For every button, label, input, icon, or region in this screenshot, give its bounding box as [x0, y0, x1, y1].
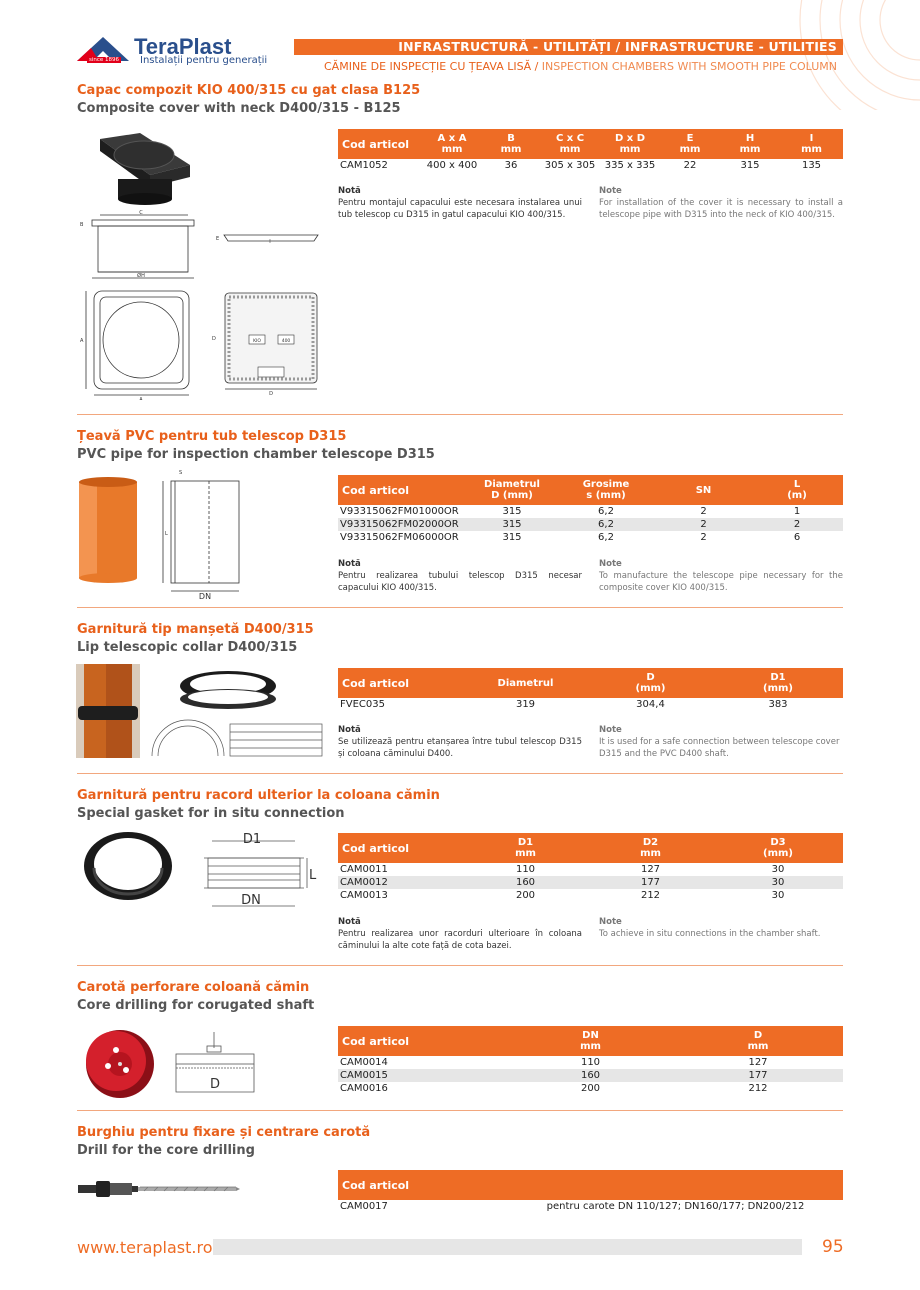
- table-cell: 30: [713, 876, 843, 889]
- col-header: SN: [656, 475, 751, 505]
- table-row: [338, 505, 843, 518]
- pvc-pipe-image: [79, 477, 137, 583]
- note-text: It is used for a safe connection between telescope cover D315 and the PVC D400 shaft.: [599, 737, 840, 759]
- section5-drawings: [84, 1028, 262, 1100]
- dim-a-vertical: A: [80, 338, 84, 344]
- collar-installed-image: [76, 664, 140, 758]
- section5-title: Carotă perforare coloană cămin: [77, 980, 310, 995]
- section2-note-ro: [338, 558, 582, 594]
- table-cell: 22: [683, 160, 697, 171]
- col-header: H mm: [720, 129, 780, 159]
- col-header-empty: [508, 1170, 843, 1200]
- section1-note-en: [599, 185, 843, 221]
- col-header: Cod articol: [338, 1170, 508, 1200]
- collar-drawing: [152, 720, 322, 756]
- footer-bar: [213, 1239, 802, 1255]
- section4-subtitle: Special gasket for in situ connection: [77, 806, 345, 821]
- table-cell: 6,2: [556, 518, 656, 531]
- table-cell: CAM0012: [338, 876, 463, 889]
- section4-note-en: [599, 916, 843, 940]
- section1-drawings: [78, 125, 323, 400]
- note-text: Pentru realizarea tubului telescop D315 necesar capacului KIO 400/315.: [338, 571, 582, 593]
- dim-d1: D1: [242, 832, 262, 847]
- note-text: Pentru realizarea unor racorduri ulterioare în coloana căminului la alte cote față de cota bazei.: [338, 929, 582, 951]
- table-cell: 177: [673, 1069, 843, 1082]
- cover-product-image: [100, 133, 190, 205]
- page-number: 95: [822, 1237, 844, 1257]
- table-row: [338, 1200, 843, 1213]
- col-header: D1 mm: [463, 833, 588, 863]
- brand-tagline: Instalații pentru generații: [140, 55, 268, 66]
- col-header: E mm: [660, 129, 720, 159]
- section2-drawings: [76, 467, 256, 602]
- table-cell: 110: [580, 1057, 601, 1068]
- section-divider: [77, 607, 843, 608]
- section3-drawings: [76, 664, 328, 762]
- table-cell: 212: [640, 890, 661, 901]
- table-header-row: [338, 668, 843, 698]
- lid-kio-label: KIO: [253, 339, 261, 344]
- drill-bit-image: [78, 1176, 240, 1204]
- col-header: Cod articol: [338, 668, 463, 698]
- table-cell: 200: [580, 1083, 601, 1094]
- section4-table: [338, 833, 843, 902]
- table-cell: 400 x 400: [426, 160, 478, 171]
- note-label: Note: [599, 917, 622, 927]
- section3-note-ro: [338, 724, 582, 760]
- dim-d-horizontal: D: [269, 391, 273, 397]
- note-text: To achieve in situ connections in the chamber shaft.: [599, 929, 821, 939]
- table-cell: CAM0017: [340, 1201, 388, 1212]
- note-label: Note: [599, 725, 622, 735]
- table-cell: 135: [801, 160, 822, 171]
- table-cell: 383: [768, 699, 788, 710]
- section2-table: [338, 475, 843, 544]
- section3-table: [338, 668, 843, 711]
- table-cell: pentru carote DN 110/127; DN160/177; DN200/212: [546, 1201, 805, 1212]
- note-label: Note: [599, 186, 622, 196]
- table-cell: CAM0011: [340, 864, 388, 875]
- note-label: Notă: [338, 725, 361, 735]
- section1-table: [338, 129, 843, 172]
- table-cell: 160: [463, 876, 588, 889]
- decorative-arcs: [700, 0, 920, 110]
- core-drill-image: [86, 1030, 154, 1098]
- table-row: [338, 863, 843, 876]
- table-cell: 315: [468, 518, 556, 531]
- section1-note-ro: [338, 185, 582, 221]
- table-cell: 2: [700, 506, 707, 517]
- table-cell: 6: [793, 532, 801, 543]
- lid-400-label: 400: [281, 339, 291, 344]
- col-header: D1 (mm): [713, 668, 843, 698]
- dim-d-vertical: D: [212, 336, 216, 342]
- col-header: Diametrul: [463, 668, 588, 698]
- table-cell: V93315062FM02000OR: [338, 518, 468, 531]
- pvc-pipe-drawing: [163, 481, 239, 591]
- note-text: To manufacture the telescope pipe necessary for the composite cover KIO 400/315.: [599, 571, 843, 593]
- table-cell: 36: [504, 160, 518, 171]
- table-cell: 2: [700, 532, 707, 543]
- col-header: Cod articol: [338, 833, 463, 863]
- section1-subtitle: Composite cover with neck D400/315 - B125: [77, 101, 401, 116]
- col-header: Cod articol: [338, 1026, 508, 1056]
- section6-title: Burghiu pentru fixare și centrare carotă: [77, 1125, 371, 1140]
- section1-title: Capac compozit KIO 400/315 cu gat clasa B125: [77, 83, 421, 98]
- table-header-row: [338, 475, 843, 505]
- section6-table: [338, 1170, 843, 1213]
- section4-note-ro: [338, 916, 582, 952]
- table-row: [338, 1069, 843, 1082]
- table-cell: CAM0016: [340, 1083, 388, 1094]
- section5-table: [338, 1026, 843, 1095]
- section3-subtitle: Lip telescopic collar D400/315: [77, 640, 298, 655]
- note-text: Pentru montajul capacului este necesara instalarea unui tub telescop cu D315 in gatul capacului KIO 400/315.: [338, 198, 582, 220]
- section-divider: [77, 414, 843, 415]
- table-cell: 1: [793, 506, 801, 517]
- note-text: Se utilizează pentru etanșarea între tubul telescop D315 și coloana căminului D400.: [338, 737, 582, 759]
- section2-title: Țeavă PVC pentru tub telescop D315: [77, 429, 347, 444]
- note-label: Note: [599, 559, 622, 569]
- col-header: D (mm): [588, 668, 713, 698]
- table-row: [338, 698, 843, 711]
- table-cell: 30: [771, 890, 785, 901]
- table-cell: V93315062FM06000OR: [340, 532, 459, 543]
- note-label: Notă: [338, 917, 361, 927]
- section6-subtitle: Drill for the core drilling: [77, 1143, 255, 1158]
- col-header: D mm: [673, 1026, 843, 1056]
- col-header: A x A mm: [422, 129, 482, 159]
- table-row: [338, 889, 843, 902]
- table-header-row: [338, 833, 843, 863]
- col-header: D3 (mm): [713, 833, 843, 863]
- dim-h: ØH: [137, 273, 145, 279]
- section2-subtitle: PVC pipe for inspection chamber telescope D315: [77, 447, 435, 462]
- table-row: [338, 1082, 843, 1095]
- dim-a-horizontal: A: [139, 397, 143, 400]
- brand-name: TeraPlast: [134, 34, 232, 59]
- section2-note-en: [599, 558, 843, 594]
- table-cell: 212: [748, 1083, 768, 1094]
- table-cell: CAM0013: [340, 890, 388, 901]
- table-row: [338, 159, 843, 172]
- dim-dn: DN: [198, 592, 212, 601]
- table-header-row: [338, 1026, 843, 1056]
- col-header: Diametrul D (mm): [468, 475, 556, 505]
- col-header: L (m): [751, 475, 843, 505]
- table-cell: 315: [502, 506, 522, 517]
- table-cell: CAM0015: [338, 1069, 508, 1082]
- table-cell: 2: [656, 518, 751, 531]
- table-row: [338, 1056, 843, 1069]
- section-divider: [77, 965, 843, 966]
- table-header-row: [338, 1170, 843, 1200]
- table-cell: V93315062FM01000OR: [340, 506, 459, 517]
- dim-c: C: [139, 210, 143, 216]
- section4-drawings: [80, 828, 320, 910]
- table-cell: 319: [515, 699, 536, 710]
- dim-l: L: [309, 868, 317, 883]
- section3-note-en: [599, 724, 843, 760]
- table-cell: 177: [588, 876, 713, 889]
- col-header: B mm: [482, 129, 540, 159]
- header-subtitle-en: INSPECTION CHAMBERS WITH SMOOTH PIPE COLUMN: [538, 60, 837, 73]
- dim-s: S: [179, 470, 183, 476]
- header-subtitle-ro: CĂMINE DE INSPECȚIE CU ȚEAVA LISĂ /: [324, 60, 539, 73]
- table-cell: 304,4: [636, 699, 665, 710]
- dim-i: I: [269, 239, 271, 245]
- table-cell: 30: [771, 864, 785, 875]
- collar-product-image: [180, 671, 276, 709]
- section5-subtitle: Core drilling for corugated shaft: [77, 998, 315, 1013]
- note-text: For installation of the cover it is necessary to install a telescope pipe with D315 into the neck of KIO 400/315.: [599, 198, 843, 220]
- col-header: D2 mm: [588, 833, 713, 863]
- dim-e: E: [216, 236, 220, 242]
- table-header-row: [338, 129, 843, 159]
- table-cell: 335 x 335: [604, 160, 656, 171]
- brand-logo: [77, 35, 129, 65]
- section4-title: Garnitură pentru racord ulterior la coloana cămin: [77, 788, 440, 803]
- table-cell: CAM0014: [340, 1057, 388, 1068]
- table-cell: 315: [502, 532, 522, 543]
- table-cell: 127: [748, 1057, 768, 1068]
- section3-title: Garnitură tip manșetă D400/315: [77, 622, 314, 637]
- col-header: Cod articol: [338, 129, 422, 159]
- col-header: DN mm: [508, 1026, 673, 1056]
- table-cell: 2: [751, 518, 843, 531]
- table-cell: CAM1052: [340, 160, 388, 171]
- header-banner: INFRASTRUCTURĂ - UTILITĂȚI / INFRASTRUCTURE - UTILITIES: [294, 39, 843, 55]
- table-row: [338, 518, 843, 531]
- dim-l: L: [165, 531, 168, 537]
- dim-b: B: [80, 222, 84, 228]
- table-cell: 6,2: [598, 506, 614, 517]
- col-header: Grosime s (mm): [556, 475, 656, 505]
- cover-lid-pattern: [216, 293, 317, 389]
- cover-profile-drawing: [224, 235, 318, 241]
- cover-side-drawing: [92, 215, 194, 278]
- footer-url[interactable]: www.teraplast.ro: [77, 1238, 213, 1257]
- table-row: [338, 531, 843, 544]
- table-cell: 6,2: [598, 532, 614, 543]
- col-header: Cod articol: [338, 475, 468, 505]
- col-header: C x C mm: [540, 129, 600, 159]
- note-label: Notă: [338, 559, 361, 569]
- table-cell: 127: [640, 864, 661, 875]
- section-divider: [77, 773, 843, 774]
- table-cell: 110: [515, 864, 536, 875]
- col-header: D x D mm: [600, 129, 660, 159]
- dim-d: D: [209, 1077, 221, 1092]
- note-label: Notă: [338, 186, 361, 196]
- col-header: I mm: [780, 129, 843, 159]
- table-cell: 305 x 305: [544, 160, 596, 171]
- table-cell: 315: [740, 160, 760, 171]
- header-subtitle: [294, 60, 837, 73]
- table-cell: 200: [515, 890, 536, 901]
- gasket-product-image: [84, 832, 172, 900]
- table-row: [338, 876, 843, 889]
- cover-top-drawing: [86, 291, 189, 395]
- table-cell: FVEC035: [340, 699, 385, 710]
- brand-since: since 1896: [89, 57, 120, 63]
- dim-dn: DN: [241, 893, 261, 908]
- table-cell: 160: [508, 1069, 673, 1082]
- section-divider: [77, 1110, 843, 1111]
